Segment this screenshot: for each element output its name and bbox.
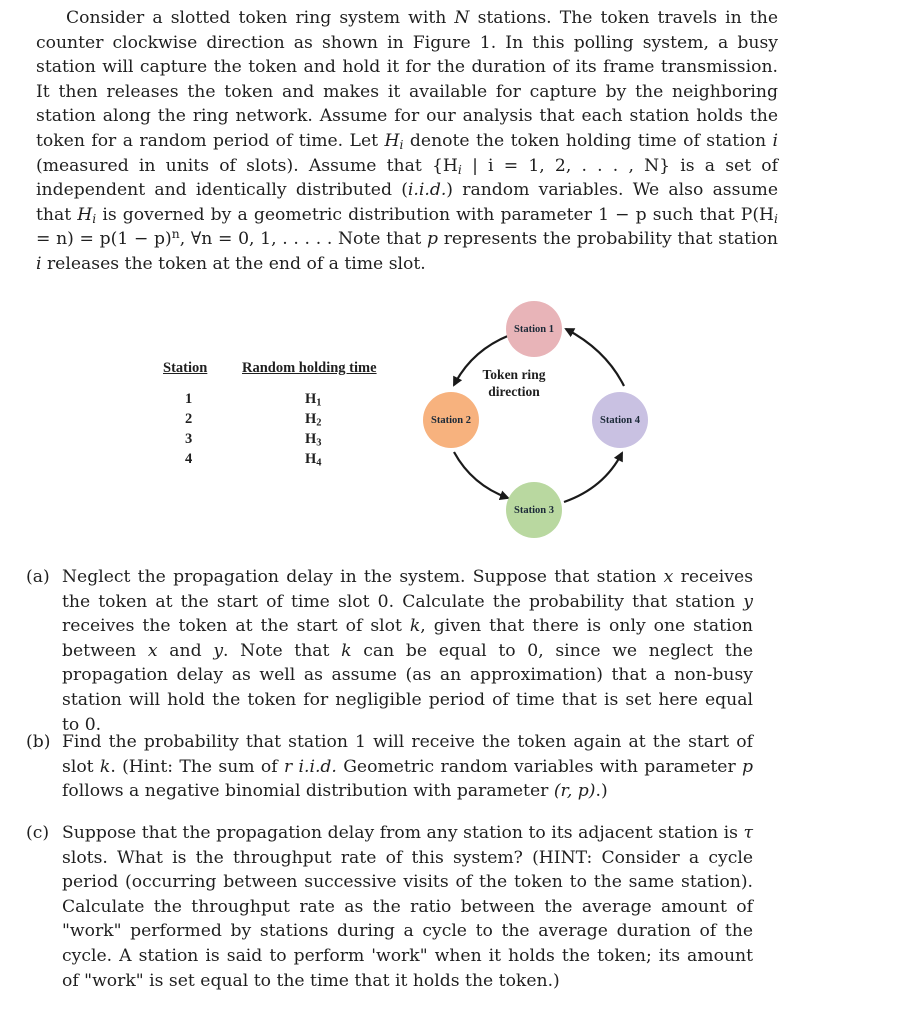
question-a-label: (a) <box>26 567 50 587</box>
arrow-station2-to-station3 <box>454 452 508 498</box>
station-4-node: Station 4 <box>592 392 648 448</box>
question-c-text: Suppose that the propagation delay from any station to its adjacent station is τ slots. What is the throughput rate of this system? (HINT: Consider a cycle period (occurring between successive visits of the token to the same station). Calculate the throughput rate as the ratio between the average amount of "work" performed by stations during a cycle to the average duration of the cycle. A station is said to perform 'work" when it holds the token; its amount of "work" is set equal to the time that it holds the token.) <box>62 823 753 991</box>
table-cell-holding-time: $H_1$ <box>305 391 322 409</box>
token-ring-figure <box>410 290 670 555</box>
station-3-node: Station 3 <box>506 482 562 538</box>
table-cell-station: 3 <box>185 431 193 447</box>
question-a-text: Neglect the propagation delay in the system. Suppose that station x receives the token at the start of time slot 0. Calculate the probability that station y receives the token at the start of slot k, given that there is only one station between x and y. Note that k can be equal to 0, since we neglect the propagation delay as well as assume (as an approximation) that a non-busy station will hold the token for negligible period of time that is set here equal to 0. <box>62 567 754 735</box>
question-c <box>26 821 753 993</box>
question-a <box>26 565 753 737</box>
problem-intro: Consider a slotted token ring system with N stations. The token travels in the counter clockwise direction as shown in Figure 1. In this polling system, a busy station will capture the token and hold it for the duration of its frame transmission. It then releases the token and makes it available for capture by the neighboring station along the ring network. Assume for our analysis that each station holds the token for a random period of time. Let $H_i$ denote the token holding time of station i (measured in units of slots). Assume that {$H_i$ | i = 1, 2, . . . , N} is a set of independent and identically distributed (i.i.d.) random variables. We also assume that $H_i$ is governed by a geometric distribution with parameter 1 − p such that $P(H_i = n) = p(1 - p)^n$, ∀n = 0, 1, . . . . . Note that p represents the probability that station i releases the token at the end of a time slot. <box>36 8 779 274</box>
table-cell-station: 2 <box>185 411 193 427</box>
table-cell-holding-time: $H_4$ <box>305 451 322 469</box>
question-b <box>26 730 753 804</box>
question-b-label: (b) <box>26 732 51 752</box>
station-1-node: Station 1 <box>506 301 562 357</box>
table-header-holding-time: Random holding time <box>242 360 377 376</box>
token-ring-direction-label: Token ring direction <box>482 367 546 399</box>
table-header-station: Station <box>163 360 208 376</box>
question-b-text: Find the probability that station 1 will receive the token again at the start of slot k. (Hint: The sum of r i.i.d. Geometric random variables with parameter p follows a negative binomial distribution with parameter (r, p).) <box>62 732 754 802</box>
table-cell-station: 4 <box>185 451 193 467</box>
table-cell-holding-time: $H_3$ <box>305 431 322 449</box>
arrow-station4-to-station1 <box>566 329 624 386</box>
table-cell-station: 1 <box>185 391 193 407</box>
question-c-label: (c) <box>26 823 50 843</box>
arrow-station3-to-station4 <box>564 453 622 502</box>
station-2-node: Station 2 <box>423 392 479 448</box>
table-cell-holding-time: $H_2$ <box>305 411 322 429</box>
